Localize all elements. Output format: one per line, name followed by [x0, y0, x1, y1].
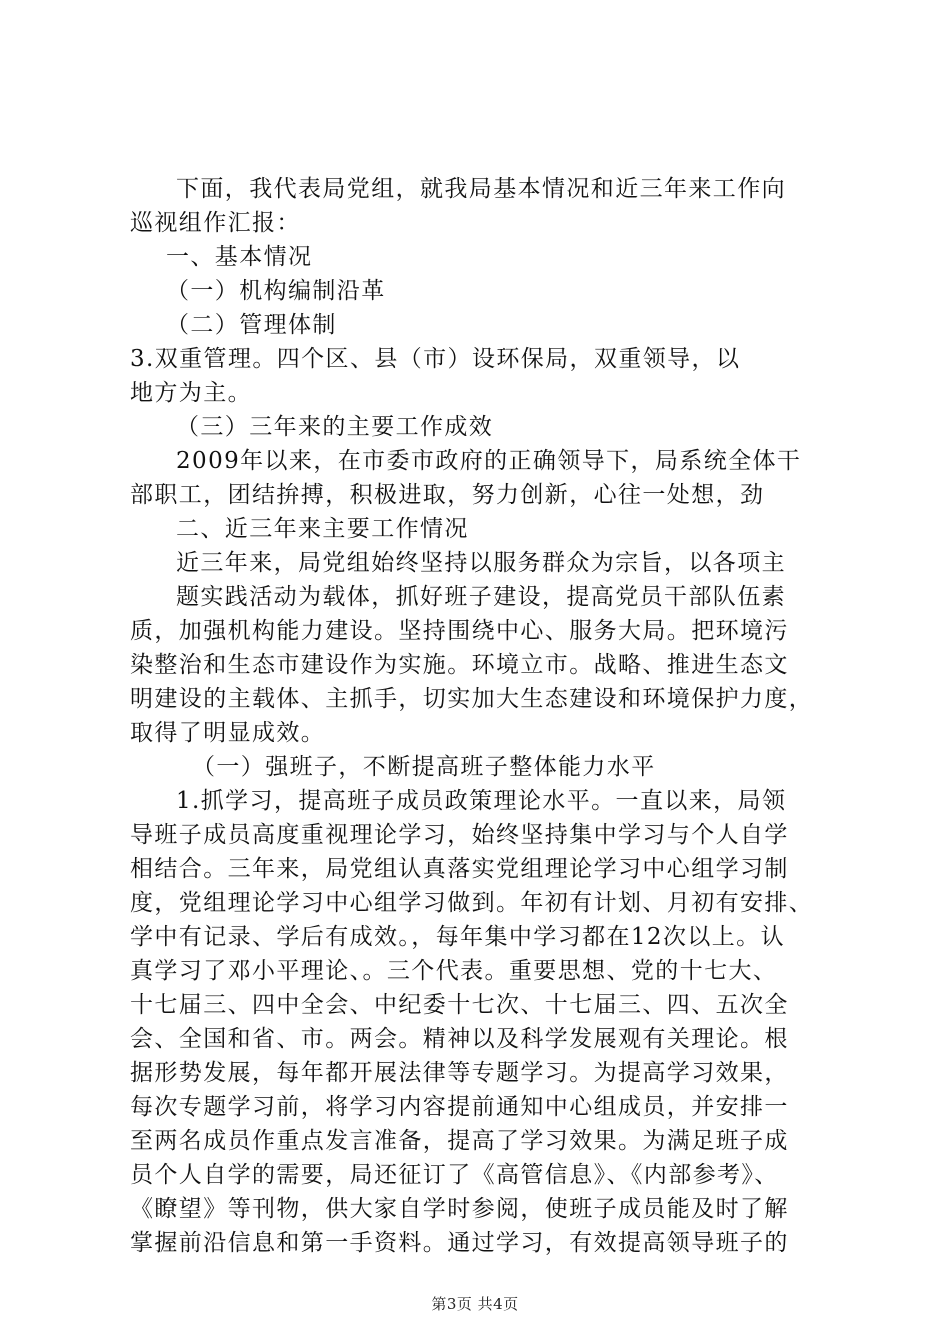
paragraph-line: 下面，我代表局党组，就我局基本情况和近三年来工作向	[176, 176, 786, 202]
paragraph-line: 题实践活动为载体，抓好班子建设，提高党员干部队伍素	[176, 584, 786, 610]
paragraph-line: 巡视组作汇报：	[130, 210, 301, 236]
paragraph-line: 1.抓学习，提高班子成员政策理论水平。一直以来，局领	[176, 788, 787, 814]
subsection-heading: （一）机构编制沿革	[166, 278, 386, 304]
paragraph-line: 近三年来，局党组始终坚持以服务群众为宗旨，以各项主	[176, 550, 786, 576]
paragraph-line: 质，加强机构能力建设。坚持围绕中心、服务大局。把环境污	[130, 618, 789, 644]
paragraph-line: 十七届三、四中全会、中纪委十七次、十七届三、四、五次全	[130, 992, 789, 1018]
paragraph-line: 每次专题学习前，将学习内容提前通知中心组成员，并安排一	[130, 1094, 789, 1120]
paragraph-line: 员个人自学的需要，局还征订了《高管信息》、《内部参考》、	[130, 1162, 779, 1188]
section-heading: 一、基本情况	[166, 244, 313, 270]
page-footer: 第3页 共4页	[431, 1295, 519, 1313]
document-body	[130, 172, 835, 1260]
paragraph-line: 据形势发展，每年都开展法律等专题学习。为提高学习效果，	[130, 1060, 789, 1086]
paragraph-line: 取得了明显成效。	[130, 720, 326, 746]
paragraph-line: 掌握前沿信息和第一手资料。通过学习，有效提高领导班子的	[130, 1230, 789, 1256]
subsection-heading: （一）强班子，不断提高班子整体能力水平	[192, 754, 656, 780]
section-heading: 二、近三年来主要工作情况	[176, 516, 469, 542]
paragraph-line: 《瞭望》等刊物，供大家自学时参阅，使班子成员能及时了解	[130, 1196, 789, 1222]
subsection-heading: （二）管理体制	[166, 312, 337, 338]
paragraph-line: 部职工，团结拚搏，积极进取，努力创新，心往一处想，劲	[130, 482, 765, 508]
subsection-heading: （三）三年来的主要工作成效	[176, 414, 494, 440]
paragraph-line: 明建设的主载体、主抓手，切实加大生态建设和环境保护力度，	[130, 686, 814, 712]
paragraph-line: 导班子成员高度重视理论学习，始终坚持集中学习与个人自学	[130, 822, 789, 848]
paragraph-line: 2009年以来，在市委市政府的正确领导下，局系统全体干	[176, 448, 802, 474]
paragraph-line: 学中有记录、学后有成效。，每年集中学习都在12次以上。认	[130, 924, 785, 950]
paragraph-line: 染整治和生态市建设作为实施。环境立市。战略、推进生态文	[130, 652, 789, 678]
paragraph-line: 地方为主。	[130, 380, 252, 406]
paragraph-line: 3.双重管理。四个区、县（市）设环保局，双重领导，以	[130, 346, 741, 372]
paragraph-line: 度，党组理论学习中心组学习做到。年初有计划、月初有安排、	[130, 890, 814, 916]
paragraph-line: 会、全国和省、市。两会。精神以及科学发展观有关理论。根	[130, 1026, 789, 1052]
paragraph-line: 真学习了邓小平理论、。三个代表。重要思想、党的十七大、	[130, 958, 778, 984]
paragraph-line: 至两名成员作重点发言准备，提高了学习效果。为满足班子成	[130, 1128, 789, 1154]
paragraph-line: 相结合。三年来，局党组认真落实党组理论学习中心组学习制	[130, 856, 789, 882]
